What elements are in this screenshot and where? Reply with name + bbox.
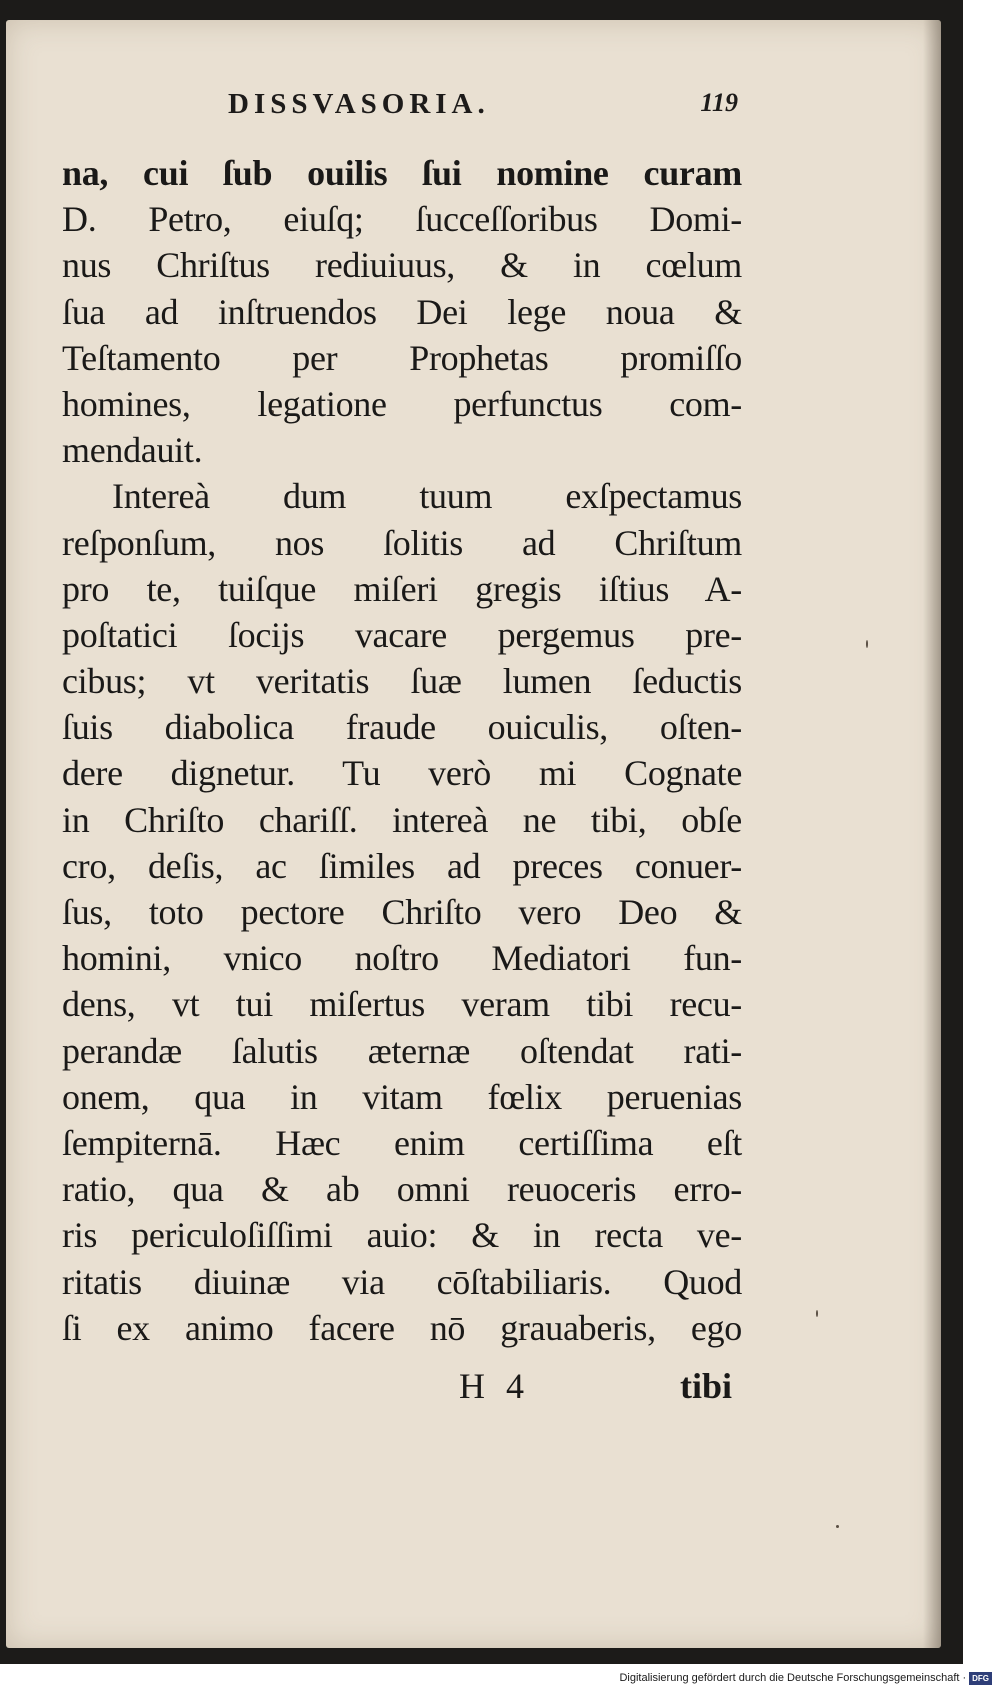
text-line: dens, vt tui miſertus veram tibi recu- [62, 984, 742, 1025]
text-line: ſuis diabolica fraude ouiculis, oſten- [62, 707, 742, 748]
text-line: ſua ad inſtruendos Dei lege noua & [62, 291, 742, 332]
text-line: ſi ex animo facere nō grauaberis, ego [62, 1307, 742, 1348]
dfg-logo: DFG [969, 1672, 992, 1685]
catchword: tibi [679, 1366, 732, 1406]
text-line: ſempiternā. Hæc enim certiſſima eſt [62, 1122, 742, 1163]
text-line: ratio, qua & ab omni reuoceris erro- [62, 1169, 742, 1210]
text-line: nus Chriſtus rediuiuus, & in cœlum [62, 245, 742, 286]
signature-mark: H 4 [459, 1366, 530, 1406]
text-line: cro, deſis, ac ſimiles ad preces conuer- [62, 845, 742, 886]
text-line: ris periculoſiſſimi auio: & in recta ve- [62, 1215, 742, 1256]
text-line: ritatis diuinæ via cōſtabiliaris. Quod [62, 1261, 742, 1302]
ink-speck [866, 640, 868, 648]
running-head-title: DISSVASORIA. [228, 88, 490, 120]
credit-text: Digitalisierung gefördert durch die Deutsche Forschungsgemeinschaft [619, 1672, 960, 1684]
body-text [62, 150, 742, 1351]
text-line: dere dignetur. Tu verò mi Cognate [62, 753, 742, 794]
text-line: reſponſum, nos ſolitis ad Chriſtum [62, 522, 742, 563]
paragraph-start-line: Intereà dum tuum exſpectamus [112, 476, 742, 517]
text-line: perandæ ſalutis æternæ oſtendat rati- [62, 1030, 742, 1071]
text-line: Teſtamento per Prophetas promiſſo [62, 337, 742, 378]
text-line: onem, qua in vitam fœlix peruenias [62, 1076, 742, 1117]
digitization-credit [619, 1670, 992, 1686]
text-line: pro te, tuiſque miſeri gregis iſtius A- [62, 568, 742, 609]
text-line: D. Petro, eiuſq; ſucceſſoribus Domi- [62, 199, 742, 240]
page-number: 119 [700, 88, 738, 117]
ink-speck [836, 1525, 839, 1528]
text-line: homines, legatione perfunctus com- [62, 383, 742, 424]
signature-catchword-line [62, 1365, 742, 1411]
running-head [60, 88, 740, 128]
text-line: cibus; vt veritatis ſuæ lumen ſeductis [62, 661, 742, 702]
text-line: in Chriſto chariſſ. intereà ne tibi, obſe [62, 799, 742, 840]
text-line: mendauit. [62, 430, 203, 471]
ink-speck [816, 1310, 818, 1317]
text-line: ſus, toto pectore Chriſto vero Deo & [62, 892, 742, 932]
text-line: homini, vnico noſtro Mediatori fun- [62, 938, 742, 979]
text-line: na, cui ſub ouilis ſui nomine curam [62, 153, 742, 193]
text-line: poſtatici ſocijs vacare pergemus pre- [62, 614, 742, 655]
separator: · [962, 1672, 967, 1684]
